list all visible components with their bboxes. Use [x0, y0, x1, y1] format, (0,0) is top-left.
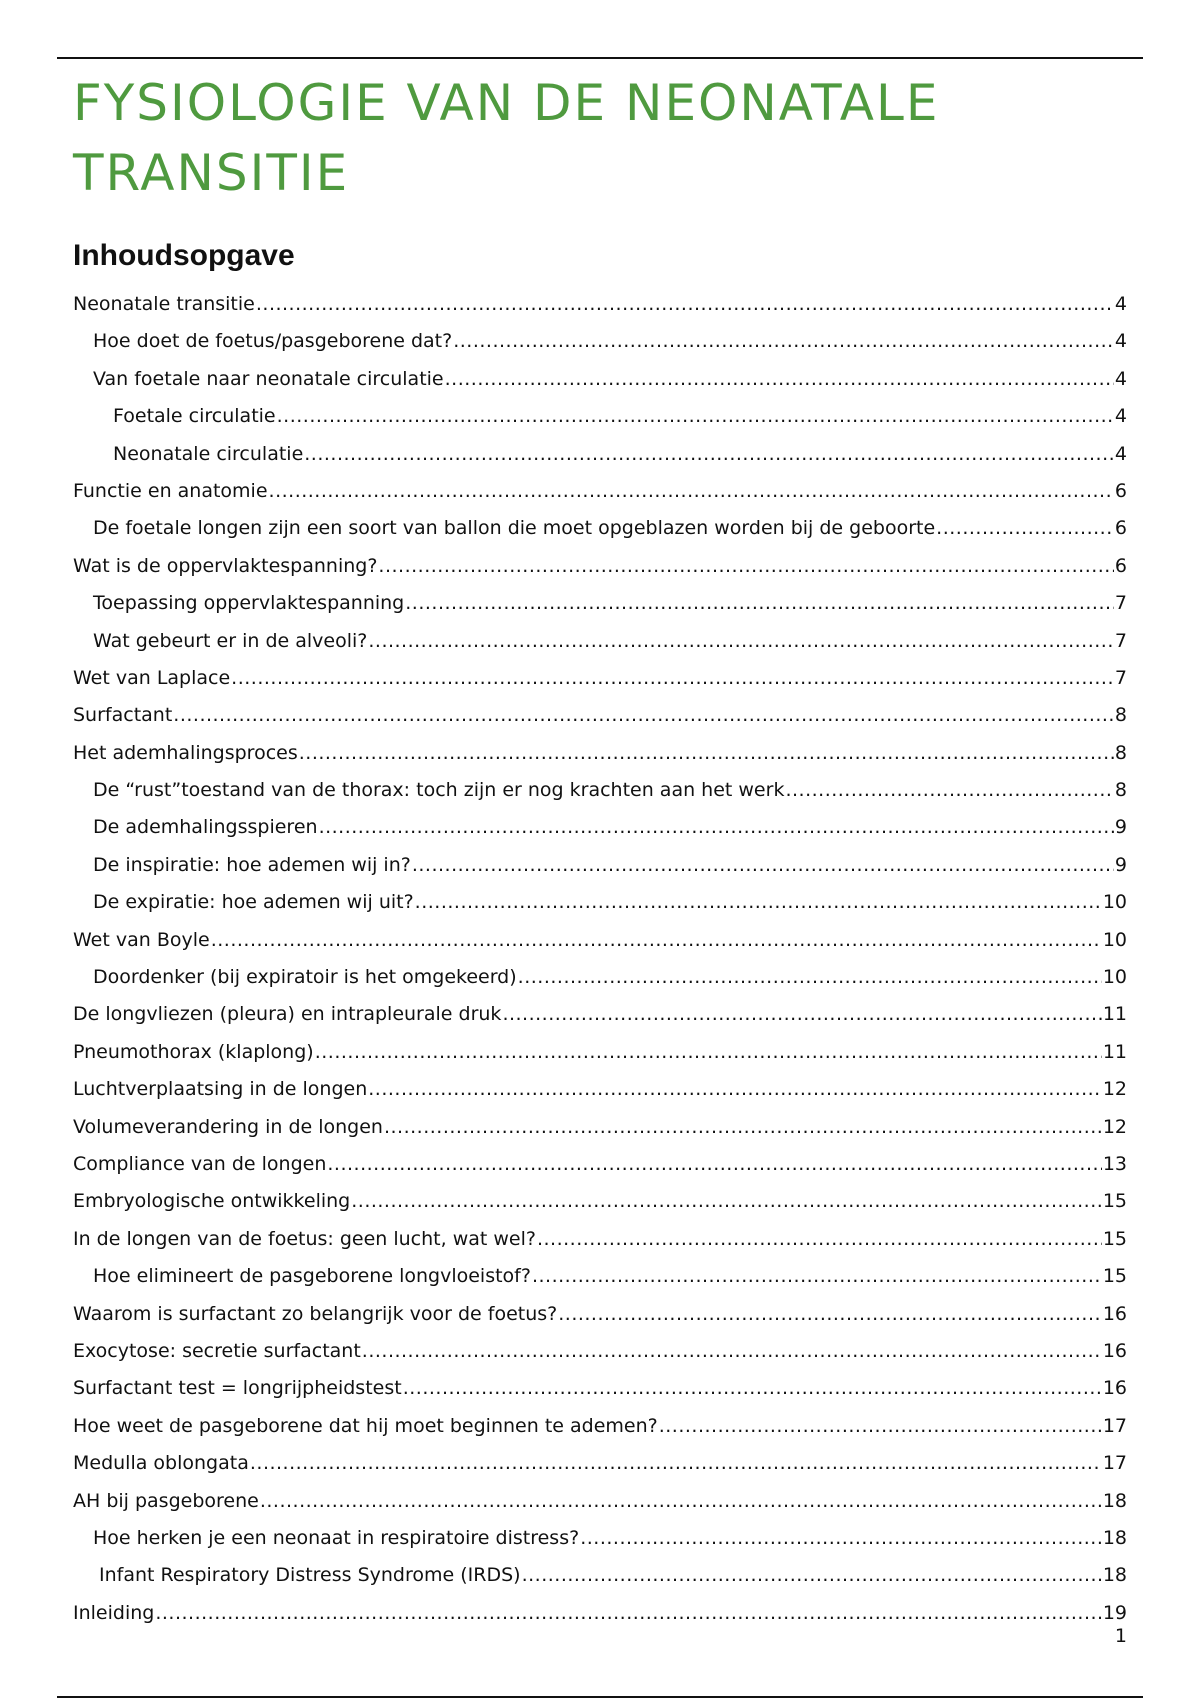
- toc-dot-leader: [211, 922, 1102, 959]
- toc-entry-title: De expiratie: hoe ademen wij uit?: [93, 891, 414, 914]
- toc-entry-title: Foetale circulatie: [113, 405, 276, 428]
- toc-entry-page: 18: [1102, 1489, 1127, 1512]
- toc-dot-leader: [351, 1183, 1102, 1220]
- toc-dot-leader: [299, 735, 1114, 772]
- toc-entry[interactable]: [73, 809, 1127, 846]
- toc-dot-leader: [502, 996, 1101, 1033]
- toc-entry-page: 4: [1114, 405, 1127, 428]
- toc-entry[interactable]: [73, 398, 1127, 435]
- toc-entry-page: 4: [1114, 330, 1127, 353]
- toc-entry[interactable]: [73, 1183, 1127, 1220]
- toc-entry-page: 4: [1114, 442, 1127, 465]
- toc-entry[interactable]: [73, 772, 1127, 809]
- toc-entry-page: 7: [1114, 592, 1127, 615]
- toc-entry-title: Hoe elimineert de pasgeborene longvloeistof?: [93, 1265, 531, 1288]
- toc-entry-title: Toepassing oppervlaktespanning: [93, 592, 405, 615]
- toc-entry[interactable]: [73, 922, 1127, 959]
- toc-entry-title: Compliance van de longen: [73, 1152, 327, 1175]
- toc-dot-leader: [277, 398, 1114, 435]
- toc-entry-title: Surfactant: [73, 704, 173, 727]
- toc-entry[interactable]: [73, 847, 1127, 884]
- document-title-line: TRANSITIE: [73, 144, 350, 202]
- toc-entry[interactable]: [73, 1146, 1127, 1183]
- toc-entry-page: 8: [1114, 779, 1127, 802]
- toc-entry-title: Surfactant test = longrijpheidstest: [73, 1377, 402, 1400]
- toc-entry[interactable]: [73, 1520, 1127, 1557]
- toc-dot-leader: [368, 1071, 1102, 1108]
- toc-entry-title: Hoe doet de foetus/pasgeborene dat?: [93, 330, 453, 353]
- toc-entry-title: Medulla oblongata: [73, 1452, 249, 1475]
- table-of-contents: [73, 286, 1127, 1632]
- toc-entry-page: 16: [1102, 1302, 1127, 1325]
- toc-dot-leader: [405, 585, 1114, 622]
- toc-entry-page: 10: [1102, 891, 1127, 914]
- toc-entry[interactable]: [73, 735, 1127, 772]
- toc-entry[interactable]: [73, 1483, 1127, 1520]
- toc-dot-leader: [537, 1221, 1102, 1258]
- toc-entry-page: 18: [1102, 1526, 1127, 1549]
- toc-entry[interactable]: [73, 361, 1127, 398]
- toc-entry-title: De ademhalingsspieren: [93, 816, 318, 839]
- toc-entry-title: Van foetale naar neonatale circulatie: [93, 367, 444, 390]
- toc-entry-title: AH bij pasgeborene: [73, 1489, 259, 1512]
- toc-dot-leader: [785, 772, 1113, 809]
- toc-entry-page: 11: [1102, 1040, 1127, 1063]
- toc-entry[interactable]: [73, 884, 1127, 921]
- toc-entry-title: Inleiding: [73, 1601, 155, 1624]
- toc-dot-leader: [936, 510, 1114, 547]
- toc-entry-page: 15: [1102, 1265, 1127, 1288]
- toc-dot-leader: [315, 1034, 1102, 1071]
- toc-entry[interactable]: [73, 1071, 1127, 1108]
- toc-entry-page: 9: [1114, 853, 1127, 876]
- header-rule: [57, 57, 1143, 59]
- page-number: 1: [1114, 1625, 1127, 1647]
- toc-entry[interactable]: [73, 959, 1127, 996]
- document-title: [73, 68, 1133, 208]
- toc-entry[interactable]: [73, 660, 1127, 697]
- toc-entry-title: De “rust”toestand van de thorax: toch zijn er nog krachten aan het werk: [93, 779, 785, 802]
- toc-dot-leader: [155, 1595, 1101, 1632]
- toc-entry[interactable]: [73, 1408, 1127, 1445]
- toc-dot-leader: [250, 1445, 1102, 1482]
- toc-entry-page: 12: [1102, 1078, 1127, 1101]
- toc-entry-title: Neonatale transitie: [73, 293, 255, 315]
- toc-entry-title: Het ademhalingsproces: [73, 741, 298, 764]
- toc-dot-leader: [580, 1520, 1102, 1557]
- toc-dot-leader: [522, 1557, 1102, 1594]
- toc-entry[interactable]: [73, 436, 1127, 473]
- toc-dot-leader: [415, 884, 1102, 921]
- toc-entry-page: 10: [1102, 966, 1127, 989]
- toc-entry-title: Wet van Laplace: [73, 666, 231, 689]
- toc-entry-page: 4: [1114, 367, 1127, 390]
- toc-dot-leader: [368, 623, 1114, 660]
- toc-entry-page: 13: [1102, 1152, 1127, 1175]
- toc-entry-page: 16: [1102, 1377, 1127, 1400]
- footer-rule: [57, 1696, 1143, 1698]
- toc-entry-title: Wat is de oppervlaktespanning?: [73, 554, 378, 577]
- toc-dot-leader: [362, 1333, 1102, 1370]
- toc-entry-page: 18: [1102, 1564, 1127, 1587]
- toc-dot-leader: [532, 1258, 1102, 1295]
- toc-entry-page: 6: [1114, 554, 1127, 577]
- toc-entry-title: De foetale longen zijn een soort van ballon die moet opgeblazen worden bij de geboorte: [93, 517, 936, 540]
- toc-dot-leader: [327, 1146, 1101, 1183]
- toc-dot-leader: [173, 697, 1114, 734]
- toc-entry-page: 17: [1102, 1452, 1127, 1475]
- toc-entry-page: 8: [1114, 741, 1127, 764]
- toc-entry-page: 15: [1102, 1227, 1127, 1250]
- toc-entry[interactable]: [73, 585, 1127, 622]
- toc-entry[interactable]: [73, 1109, 1127, 1146]
- toc-dot-leader: [558, 1296, 1102, 1333]
- toc-entry[interactable]: [73, 1296, 1127, 1333]
- toc-entry-title: Luchtverplaatsing in de longen: [73, 1078, 368, 1101]
- toc-dot-leader: [412, 847, 1114, 884]
- toc-entry-page: 11: [1102, 1003, 1127, 1026]
- toc-entry-title: Doordenker (bij expiratoir is het omgekeerd): [93, 966, 517, 989]
- toc-entry[interactable]: [73, 1595, 1127, 1632]
- toc-heading: Inhoudsopgave: [73, 239, 295, 272]
- toc-entry[interactable]: [73, 697, 1127, 734]
- toc-entry-page: 10: [1102, 928, 1127, 951]
- toc-dot-leader: [453, 323, 1114, 360]
- toc-dot-leader: [256, 286, 1114, 323]
- toc-dot-leader: [403, 1370, 1102, 1407]
- toc-entry-title: De longvliezen (pleura) en intrapleurale druk: [73, 1003, 502, 1026]
- toc-entry-title: Functie en anatomie: [73, 479, 268, 502]
- toc-entry-title: Embryologische ontwikkeling: [73, 1190, 351, 1213]
- toc-dot-leader: [304, 436, 1114, 473]
- toc-entry-title: Neonatale circulatie: [113, 442, 304, 465]
- document-title-line: FYSIOLOGIE VAN DE NEONATALE: [73, 74, 940, 132]
- toc-entry-page: 6: [1114, 479, 1127, 502]
- toc-entry-title: Waarom is surfactant zo belangrijk voor de foetus?: [73, 1302, 558, 1325]
- toc-dot-leader: [445, 361, 1114, 398]
- toc-entry-page: 4: [1114, 293, 1127, 315]
- toc-entry-page: 7: [1114, 666, 1127, 689]
- toc-entry-page: 15: [1102, 1190, 1127, 1213]
- toc-entry[interactable]: [73, 286, 1127, 323]
- toc-entry-page: 9: [1114, 816, 1127, 839]
- toc-entry-page: 19: [1102, 1601, 1127, 1624]
- toc-entry-title: In de longen van de foetus: geen lucht, wat wel?: [73, 1227, 536, 1250]
- toc-entry-title: Wat gebeurt er in de alveoli?: [93, 629, 368, 652]
- toc-entry[interactable]: [73, 1557, 1127, 1594]
- toc-entry-title: De inspiratie: hoe ademen wij in?: [93, 853, 411, 876]
- toc-dot-leader: [518, 959, 1102, 996]
- toc-entry[interactable]: [73, 510, 1127, 547]
- toc-entry-title: Pneumothorax (klaplong): [73, 1040, 314, 1063]
- toc-entry[interactable]: [73, 996, 1127, 1033]
- toc-entry[interactable]: [73, 473, 1127, 510]
- toc-entry[interactable]: [73, 1258, 1127, 1295]
- toc-dot-leader: [659, 1408, 1102, 1445]
- toc-entry[interactable]: [73, 1333, 1127, 1370]
- toc-entry-title: Hoe weet de pasgeborene dat hij moet beginnen te ademen?: [73, 1414, 658, 1437]
- toc-dot-leader: [269, 473, 1114, 510]
- toc-entry[interactable]: [73, 1221, 1127, 1258]
- toc-dot-leader: [319, 809, 1114, 846]
- toc-entry-page: 17: [1102, 1414, 1127, 1437]
- toc-dot-leader: [231, 660, 1114, 697]
- toc-entry-page: 12: [1102, 1115, 1127, 1138]
- toc-entry-title: Hoe herken je een neonaat in respiratoire distress?: [93, 1526, 580, 1549]
- toc-entry-page: 8: [1114, 704, 1127, 727]
- toc-dot-leader: [384, 1109, 1102, 1146]
- toc-entry[interactable]: [73, 548, 1127, 585]
- toc-dot-leader: [260, 1483, 1102, 1520]
- toc-entry[interactable]: [73, 1034, 1127, 1071]
- toc-entry-page: 16: [1102, 1339, 1127, 1362]
- toc-entry-title: Exocytose: secretie surfactant: [73, 1339, 361, 1362]
- toc-entry-page: 6: [1114, 517, 1127, 540]
- toc-entry-title: Wet van Boyle: [73, 928, 210, 951]
- toc-entry-title: Volumeverandering in de longen: [73, 1115, 383, 1138]
- toc-entry[interactable]: [73, 623, 1127, 660]
- toc-dot-leader: [378, 548, 1113, 585]
- toc-entry[interactable]: [73, 323, 1127, 360]
- toc-entry[interactable]: [73, 1370, 1127, 1407]
- toc-entry[interactable]: [73, 1445, 1127, 1482]
- toc-entry-title: Infant Respiratory Distress Syndrome (IRDS): [99, 1564, 521, 1587]
- toc-entry-page: 7: [1114, 629, 1127, 652]
